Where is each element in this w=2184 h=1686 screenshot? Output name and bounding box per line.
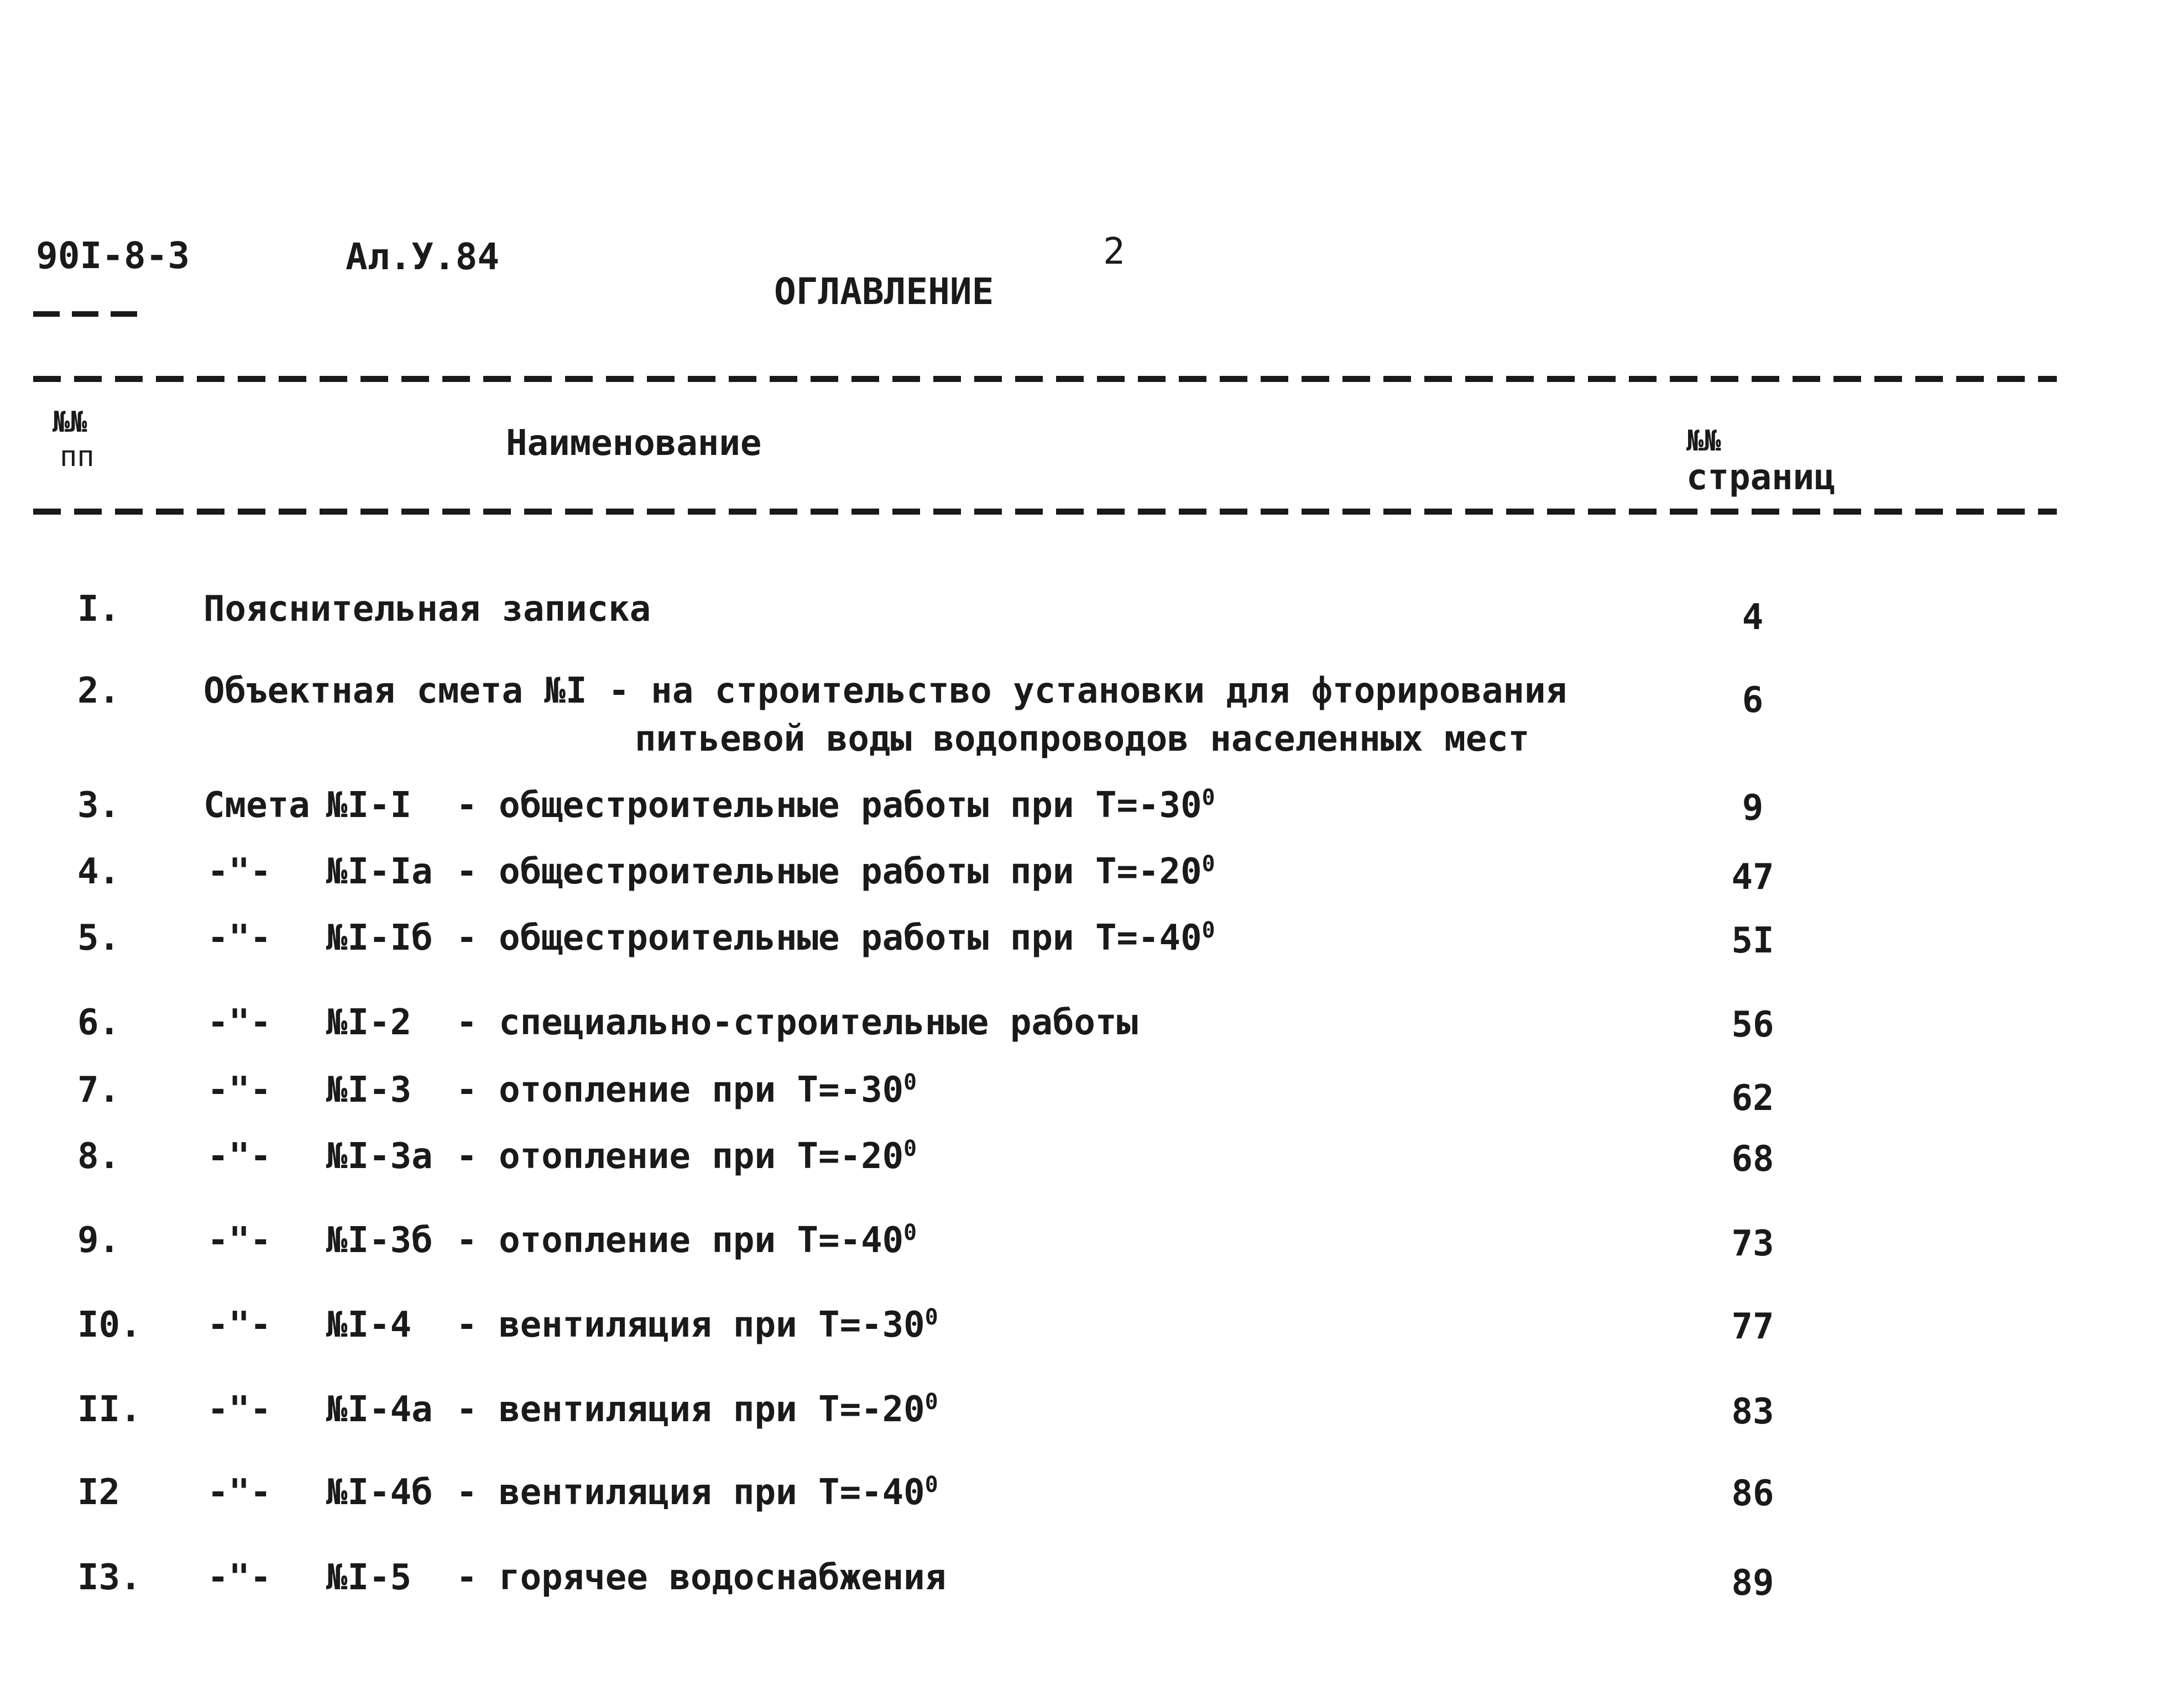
row-page: 6 (1742, 680, 1764, 721)
row-ditto: -"- (207, 1557, 271, 1598)
row-page: 89 (1731, 1563, 1774, 1604)
row-page: 86 (1731, 1473, 1774, 1514)
row-code: №I-3 (326, 1070, 412, 1111)
row-description: - специально-строительные работы (456, 1002, 1138, 1043)
row-description: - отопление при $Т=-20^0$ (456, 1136, 917, 1177)
page-title: ОГЛАВЛЕНИЕ (774, 270, 994, 313)
row-code: №I-4б (326, 1472, 433, 1513)
row-code: №I-2 (326, 1002, 412, 1043)
row-description: - общестроительные работы при $Т=-40^0$ (456, 918, 1215, 959)
row-page: 9 (1742, 788, 1764, 829)
row-number: I0. (77, 1305, 142, 1345)
row-page: 83 (1731, 1391, 1774, 1432)
row-ditto: -"- (207, 1389, 271, 1430)
row-title: Пояснительная записка (203, 589, 651, 630)
row-description: - отопление при $Т=-30^0$ (456, 1070, 917, 1111)
row-number: 8. (77, 1136, 121, 1177)
row-description: - вентиляция при $Т=-40^0$ (456, 1472, 938, 1513)
row-title-continuation: питьевой воды водопроводов населенных мест (635, 719, 1530, 760)
row-code: №I-4 (326, 1305, 412, 1345)
row-ditto: -"- (207, 918, 271, 959)
top-dash-rule (33, 376, 2057, 382)
row-page: 4 (1742, 597, 1764, 638)
row-number: 7. (77, 1070, 121, 1111)
row-ditto: -"- (207, 851, 271, 892)
row-description: - отопление при $Т=-40^0$ (456, 1220, 917, 1261)
row-description: - горячее водоснабжения (456, 1557, 947, 1598)
row-number: 9. (77, 1220, 121, 1261)
row-number: I3. (77, 1557, 142, 1598)
col-pages-label-2: страниц (1686, 457, 1836, 498)
document-number: 90I-8-3 (36, 234, 190, 277)
row-prefix: Смета (203, 785, 310, 826)
row-number: I2 (77, 1472, 121, 1513)
col-pages-label-1: №№ (1686, 425, 1721, 458)
row-code: №I-3а (326, 1136, 433, 1177)
row-page: 62 (1731, 1078, 1774, 1119)
row-ditto: -"- (207, 1220, 271, 1261)
row-description: - вентиляция при $Т=-30^0$ (456, 1305, 938, 1345)
page-number: 2 (1103, 230, 1125, 273)
document-number-underline (33, 311, 144, 317)
row-page: 68 (1731, 1139, 1774, 1180)
row-page: 5I (1731, 920, 1774, 961)
row-ditto: -"- (207, 1472, 271, 1513)
row-page: 56 (1731, 1004, 1774, 1045)
row-page: 77 (1731, 1306, 1774, 1347)
row-number: 2. (77, 671, 121, 711)
header-dash-rule (33, 509, 2057, 515)
col-name-label: Наименование (506, 423, 762, 464)
row-ditto: -"- (207, 1305, 271, 1345)
col-number-label-2: пп (60, 440, 95, 473)
col-number-label-1: №№ (53, 406, 87, 439)
row-code: №I-5 (326, 1557, 412, 1598)
row-title: Объектная смета №I - на строительство установки для фторирования (203, 671, 1567, 711)
album-number: Ал.У.84 (346, 235, 500, 278)
row-ditto: -"- (207, 1136, 271, 1177)
row-code: №I-4а (326, 1389, 433, 1430)
row-code: №I-Iа (326, 851, 433, 892)
row-code: №I-I (326, 785, 412, 826)
row-number: I. (77, 589, 121, 630)
row-description: - вентиляция при $Т=-20^0$ (456, 1389, 938, 1430)
row-description: - общестроительные работы при $Т=-30^0$ (456, 785, 1215, 826)
row-code: №I-Iб (326, 918, 433, 959)
row-page: 47 (1731, 857, 1774, 898)
row-ditto: -"- (207, 1070, 271, 1111)
row-ditto: -"- (207, 1002, 271, 1043)
row-code: №I-3б (326, 1220, 433, 1261)
row-number: 5. (77, 918, 121, 959)
row-number: II. (77, 1389, 142, 1430)
row-description: - общестроительные работы при $Т=-20^0$ (456, 851, 1215, 892)
row-number: 3. (77, 785, 121, 826)
row-page: 73 (1731, 1223, 1774, 1264)
row-number: 4. (77, 851, 121, 892)
row-number: 6. (77, 1002, 121, 1043)
